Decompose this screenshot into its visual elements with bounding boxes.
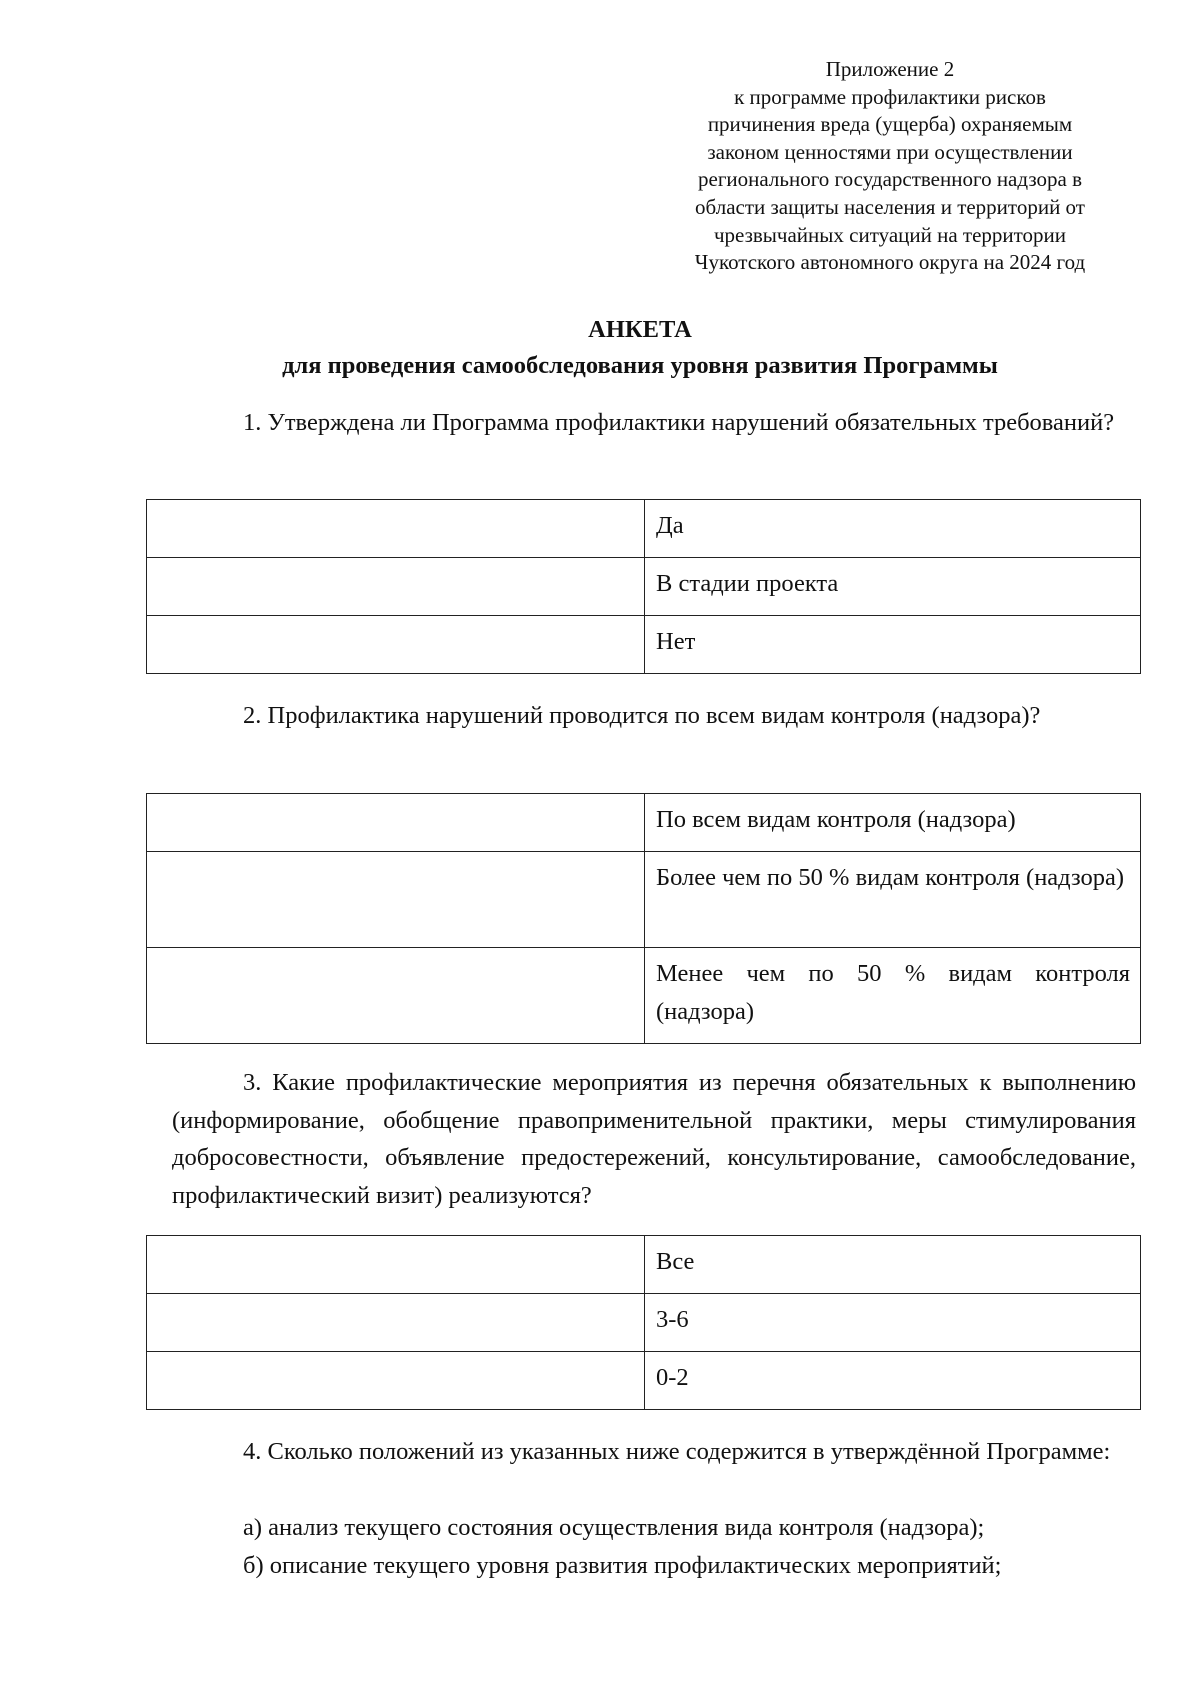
answer-row — [147, 852, 1141, 948]
appendix-header-line: Чукотского автономного округа на 2024 год — [694, 250, 1086, 275]
question-2-text: 2. Профилактика нарушений проводится по всем видам контроля (надзора)? — [243, 702, 1041, 729]
answer-row — [147, 948, 1141, 1044]
appendix-header-line: законом ценностями при осуществлении — [707, 139, 1073, 164]
appendix-header-line: к программе профилактики рисков — [734, 84, 1046, 109]
answer-row — [147, 1294, 1141, 1352]
appendix-header — [640, 56, 1140, 277]
answer-row — [147, 558, 1141, 616]
question-4-text: 4. Сколько положений из указанных ниже содержится в утверждённой Программе: — [243, 1438, 1111, 1465]
answer-mark-cell[interactable] — [147, 794, 645, 852]
answer-row — [147, 1352, 1141, 1410]
answer-mark-cell[interactable] — [147, 852, 645, 948]
question-4-item-a: а) анализ текущего состояния осуществления вида контроля (надзора); — [243, 1514, 985, 1541]
appendix-header-line: Приложение 2 — [825, 57, 955, 81]
answer-option: Все — [645, 1236, 1141, 1294]
answer-option: По всем видам контроля (надзора) — [645, 794, 1141, 852]
answer-mark-cell[interactable] — [147, 1236, 645, 1294]
answer-option: Нет — [645, 616, 1141, 674]
question-3-answer-table — [146, 1235, 1141, 1410]
answer-option: В стадии проекта — [645, 558, 1141, 616]
answer-mark-cell[interactable] — [147, 558, 645, 616]
answer-row — [147, 1236, 1141, 1294]
appendix-header-line: чрезвычайных ситуаций на территории — [713, 222, 1067, 247]
document-title — [140, 312, 1140, 384]
answer-mark-cell[interactable] — [147, 1352, 645, 1410]
answer-row — [147, 794, 1141, 852]
answer-mark-cell[interactable] — [147, 1294, 645, 1352]
answer-mark-cell[interactable] — [147, 616, 645, 674]
answer-row — [147, 616, 1141, 674]
answer-row — [147, 500, 1141, 558]
title-main: АНКЕТА — [588, 316, 692, 343]
question-1-answer-table — [146, 499, 1141, 674]
answer-option: Да — [645, 500, 1141, 558]
answer-mark-cell[interactable] — [147, 948, 645, 1044]
appendix-header-line: регионального государственного надзора в — [698, 167, 1082, 192]
answer-option: Более чем по 50 % видам контроля (надзора) — [645, 852, 1141, 948]
question-3-text: 3. Какие профилактические мероприятия из перечня обязательных к выполнению (информирование, обобщение правоприменительной практики, меры стимулирования добросовестности, объявление предостережений, консультирование, самообследование, профилактический визит) реализуются? — [172, 1069, 1136, 1209]
answer-option: 3-6 — [645, 1294, 1141, 1352]
answer-option: Менее чем по 50 % видам контроля (надзора) — [645, 948, 1141, 1044]
question-1-text: 1. Утверждена ли Программа профилактики нарушений обязательных требований? — [243, 409, 1115, 436]
answer-mark-cell[interactable] — [147, 500, 645, 558]
title-subtitle: для проведения самообследования уровня развития Программы — [282, 352, 998, 379]
question-4-item-b: б) описание текущего уровня развития профилактических мероприятий; — [243, 1552, 1002, 1579]
question-2-answer-table — [146, 793, 1141, 1044]
appendix-header-line: причинения вреда (ущерба) охраняемым — [707, 112, 1073, 137]
answer-option: 0-2 — [645, 1352, 1141, 1410]
appendix-header-line: области защиты населения и территорий от — [695, 194, 1085, 219]
